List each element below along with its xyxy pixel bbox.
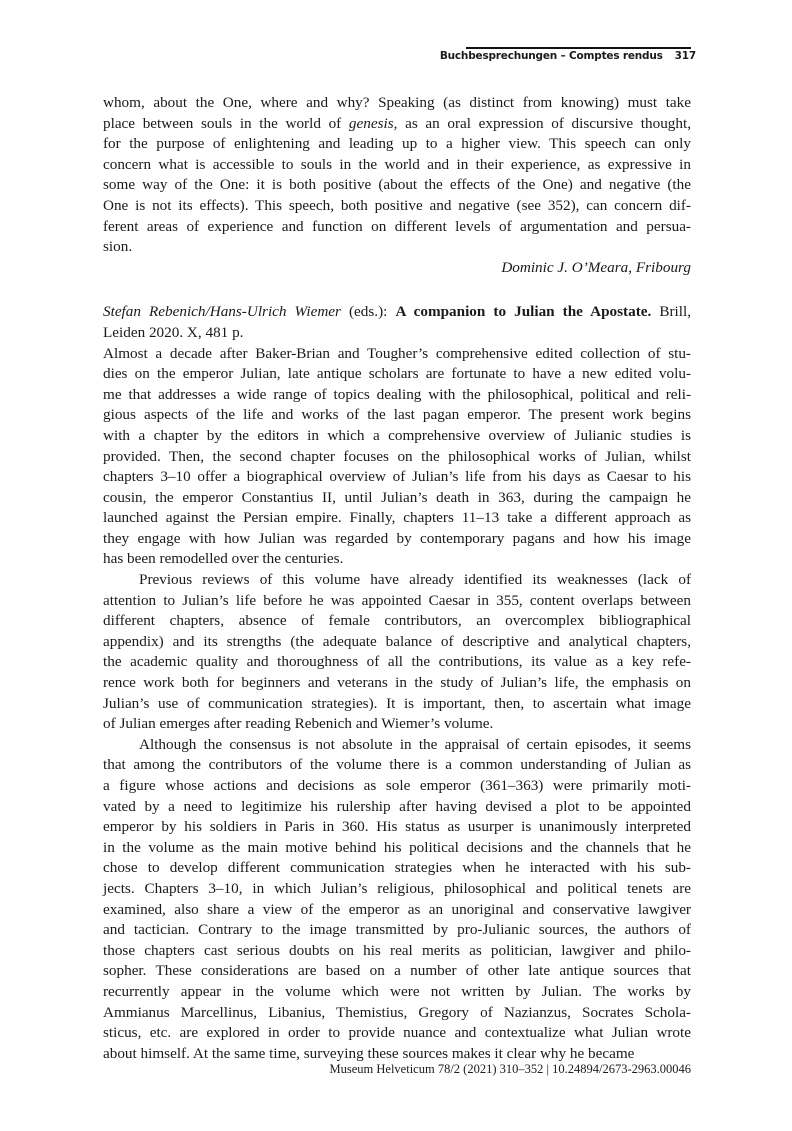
- text-line: Although the consensus is not absolute in the appraisal of certain episodes, it seems: [139, 735, 691, 753]
- text-line: emperor by his soldiers in Paris in 360. His status as usurper is unanimously interpreted: [103, 818, 691, 836]
- text-line: and tactician. Contrary to the image transmitted by pro-Julianic sources, the authors of: [103, 921, 691, 939]
- text-line: a figure whose actions and decisions as sole emperor (361–363) were primarily moti-: [103, 777, 691, 794]
- review-authors: Stefan Rebenich/Hans-Ulrich Wiemer: [103, 303, 341, 321]
- text-line: jects. Chapters 3–10, in which Julian’s religious, philosophical and political tenets are: [103, 879, 691, 897]
- text-line: some way of the One: it is both positive (about the effects of the One) and negative (the: [103, 176, 691, 194]
- paragraph: [103, 344, 691, 571]
- text-line: attention to Julian’s life before he was appointed Caesar in 355, content overlaps between: [103, 591, 691, 609]
- text-line: provided. Then, the second chapter focuses on the philosophical works of Julian, whilst: [103, 447, 691, 465]
- review-citation-line2: Leiden 2020. X, 481 p.: [103, 323, 244, 341]
- text-line: they engage with how Julian was regarded by contemporary pagans and how his image: [103, 529, 691, 547]
- page-body: [103, 93, 691, 1064]
- text-line: dies on the emperor Julian, late antique scholars are fortunate to have a new edited volu-: [103, 365, 691, 383]
- text-line: for the purpose of enlightening and leading up to a higher view. This speech can only: [103, 135, 691, 153]
- running-title: Buchbesprechungen – Comptes rendus: [439, 50, 663, 62]
- footer-citation: Museum Helveticum 78/2 (2021) 310–352 | 10.24894/2673-2963.00046: [329, 1062, 691, 1076]
- text-line: rence work both for beginners and veterans in the study of Julian’s life, the emphasis on: [103, 674, 691, 692]
- text-line: ferent areas of experience and function on different levels of argumentation and persua-: [103, 217, 691, 235]
- text-line: Previous reviews of this volume have already identified its weaknesses (lack of: [139, 571, 691, 589]
- text-line: of Julian emerges after reading Rebenich and Wiemer’s volume.: [103, 715, 494, 733]
- text-line: examined, also share a view of the emperor as an unoriginal and conservative lawgiver: [103, 900, 691, 918]
- text-line: sion.: [103, 238, 133, 256]
- reviewer-signature: Dominic J. O’Meara, Fribourg: [501, 258, 691, 276]
- text-line: recurrently appear in the volume which were not written by Julian. The works by: [103, 982, 691, 1000]
- text-line: Almost a decade after Baker-Brian and Tougher’s comprehensive edited collection of stu-: [103, 344, 691, 362]
- previous-review-end: [103, 93, 691, 258]
- text-line: sopher. These considerations are based on a number of other late antique sources that: [103, 962, 691, 980]
- text-line: whom, about the One, where and why? Speaking (as distinct from knowing) must take: [103, 94, 691, 111]
- review-eds: (eds.):: [340, 303, 396, 321]
- paragraph: [103, 570, 691, 735]
- review-citation-line1: [103, 302, 691, 323]
- text-line: appendix) and its strengths (the adequate balance of descriptive and analytical chapters,: [103, 632, 691, 650]
- review-text: [103, 344, 691, 1065]
- text-line: sticus, etc. are explored in order to provide nuance and contextualize what Julian wrote: [103, 1024, 691, 1042]
- text-line: gious aspects of the life and works of the last pagan emperor. The present work begins: [103, 406, 691, 424]
- text-line: those chapters cast serious doubts on his real merits as politician, lawgiver and philo-: [103, 941, 691, 959]
- text-line: cousin, the emperor Constantius II, until Julian’s death in 363, during the campaign he: [103, 488, 691, 506]
- text-line: with a chapter by the editors in which a comprehensive overview of Julianic studies is: [103, 426, 691, 444]
- text-line: different chapters, absence of female contributors, an overcomplex bibliographical: [103, 612, 691, 630]
- text-line: has been remodelled over the centuries.: [103, 550, 344, 568]
- text-line: vated by a need to legitimize his rulership after having devised a plot to be appointed: [103, 797, 691, 815]
- text-line: that among the contributors of the volume there is a common understanding of Julian as: [103, 756, 691, 774]
- paragraph: [103, 735, 691, 1065]
- text-line: the academic quality and thoroughness of all the contributions, its value as a key refe-: [103, 653, 691, 671]
- text-line: Julian’s use of communication strategies). It is important, then, to ascertain what image: [103, 694, 691, 712]
- header-rule: [466, 47, 691, 49]
- text-line: launched against the Persian empire. Finally, chapters 11–13 take a different approach as: [103, 509, 691, 527]
- running-header: [440, 50, 696, 62]
- text-line: in the volume as the main motive behind his political decisions and the channels that he: [103, 838, 691, 856]
- text-line: concern what is accessible to souls in the world and in their experience, as expressive in: [103, 155, 691, 173]
- review-publisher: Brill,: [651, 303, 691, 321]
- page-number: 317: [674, 50, 696, 62]
- text-line: about himself. At the same time, surveying these sources makes it clear why he became: [103, 1044, 635, 1062]
- text-line: chose to develop different communication strategies when he interacted with his sub-: [103, 859, 691, 877]
- review-book-title: A companion to Julian the Apostate.: [395, 303, 652, 321]
- text-line: place between souls in the world of genesis, as an oral expression of discursive thought,: [103, 114, 691, 132]
- text-line: me that addresses a wide range of topics dealing with the philosophical, political and reli-: [103, 385, 691, 403]
- text-line: Ammianus Marcellinus, Libanius, Themistius, Gregory of Nazianzus, Socrates Schola-: [103, 1003, 691, 1021]
- text-line: One is not its effects). This speech, both positive and negative (see 352), can concern dif-: [103, 196, 691, 214]
- text-line: chapters 3–10 offer a biographical overview of Julian’s life from his days as Caesar to his: [103, 468, 691, 486]
